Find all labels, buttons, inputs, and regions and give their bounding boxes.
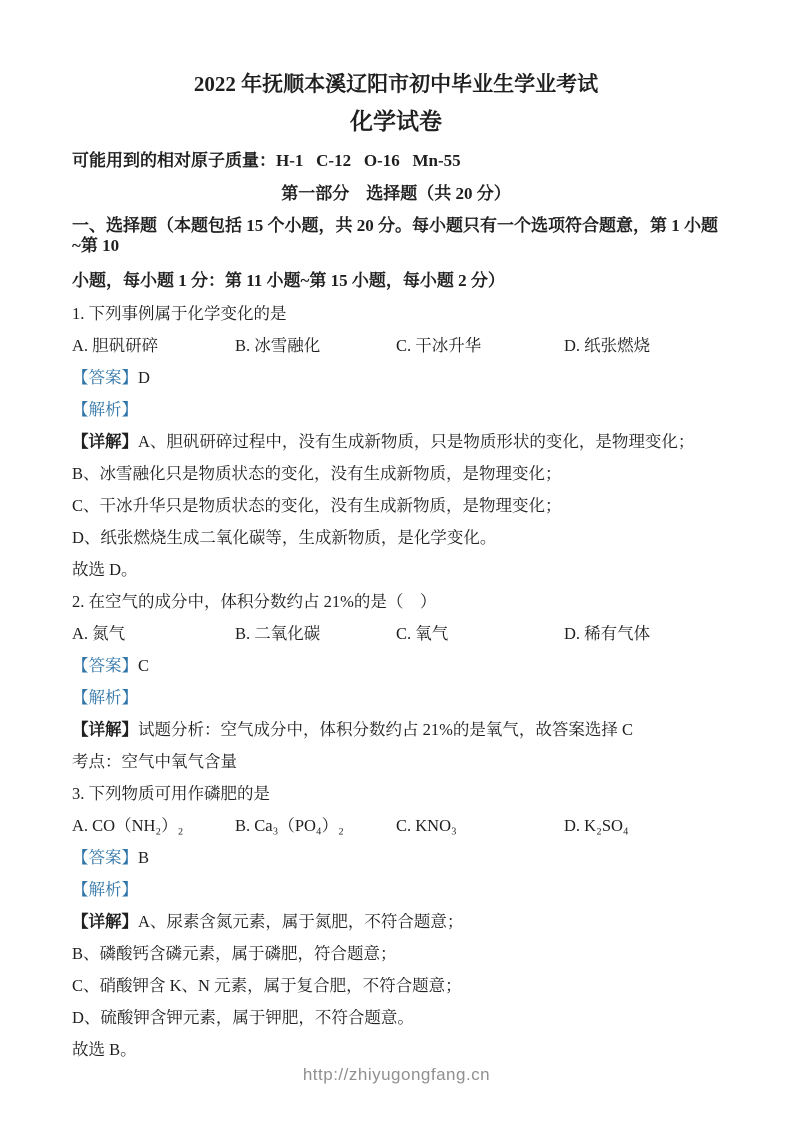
detail-text: 试题分析：空气成分中，体积分数约占 21%的是氧气，故答案选择 C — [138, 720, 633, 739]
question-block-3 — [72, 784, 720, 1060]
question-3-answer-line — [72, 848, 720, 868]
answer-label: 【答案】 — [72, 656, 138, 675]
question-1-text: 1. 下列事例属于化学变化的是 — [72, 304, 287, 323]
question-1-detail-line-3: C、干冰升华只是物质状态的变化，没有生成新物质，是物理变化； — [72, 496, 562, 515]
analysis-label: 【解析】 — [72, 688, 138, 707]
question-3-detail-line-2: B、磷酸钙含磷元素，属于磷肥，符合题意； — [72, 944, 397, 963]
question-3-option-a: A. CO（NH₂）₂ — [72, 816, 184, 835]
question-2-option-d: D. 稀有气体 — [564, 624, 651, 643]
question-2-options-row — [72, 624, 720, 644]
answer-label: 【答案】 — [72, 368, 138, 387]
analysis-label: 【解析】 — [72, 400, 138, 419]
question-1-conclusion: 故选 D。 — [72, 560, 138, 579]
question-3-conclusion: 故选 B。 — [72, 1040, 137, 1059]
question-3-text: 3. 下列物质可用作磷肥的是 — [72, 784, 270, 803]
question-1-detail-line-1 — [72, 432, 720, 452]
question-2-analysis-line — [72, 688, 720, 708]
question-3-option-c: C. KNO₃ — [396, 816, 457, 835]
answer-label: 【答案】 — [72, 848, 138, 867]
question-3-option-b: B. Ca₃（PO₄）₂ — [235, 816, 344, 835]
detail-label: 【详解】 — [72, 720, 138, 739]
question-2-detail-line-1 — [72, 720, 720, 740]
question-1-detail-line-4: D、纸张燃烧生成二氧化碳等，生成新物质，是化学变化。 — [72, 528, 497, 547]
question-2-text: 2. 在空气的成分中，体积分数约占 21%的是（ ） — [72, 592, 437, 611]
answer-value: B — [138, 848, 150, 867]
detail-text: A、胆矾研碎过程中，没有生成新物质，只是物质形状的变化，是物理变化； — [138, 432, 695, 451]
exam-title: 2022 年抚顺本溪辽阳市初中毕业生学业考试 — [193, 72, 599, 96]
question-3-detail-line-3: C、硝酸钾含 K、N 元素，属于复合肥，不符合题意； — [72, 976, 462, 995]
section-heading: 第一部分 选择题（共 20 分） — [281, 184, 511, 203]
question-1-option-b: B. 冰雪融化 — [235, 336, 321, 355]
question-2-option-b: B. 二氧化碳 — [235, 624, 321, 643]
question-2-answer-line — [72, 656, 720, 676]
answer-value: D — [138, 368, 150, 387]
watermark-text: http://zhiyugongfang.cn — [302, 1065, 491, 1084]
question-1-options-row — [72, 336, 720, 356]
question-1-option-a: A. 胆矾研碎 — [72, 336, 159, 355]
question-1-option-c: C. 干冰升华 — [396, 336, 482, 355]
question-2-exam-point: 考点：空气中氧气含量 — [72, 752, 237, 771]
question-1-answer-line — [72, 368, 720, 388]
analysis-label: 【解析】 — [72, 880, 138, 899]
detail-label: 【详解】 — [72, 912, 138, 931]
answer-value: C — [138, 656, 150, 675]
question-3-detail-line-1 — [72, 912, 720, 932]
atomic-masses-line: 可能用到的相对原子质量：H-1 C-12 O-16 Mn-55 — [72, 151, 461, 170]
question-1-detail-line-2: B、冰雪融化只是物质状态的变化，没有生成新物质，是物理变化； — [72, 464, 562, 483]
instructions-line-1: 一、选择题（本题包括 15 个小题，共 20 分。每小题只有一个选项符合题意，第 1 小题~第 10 — [72, 216, 718, 255]
question-3-analysis-line — [72, 880, 720, 900]
question-3-detail-line-4: D、硫酸钾含钾元素，属于钾肥，不符合题意。 — [72, 1008, 414, 1027]
question-2-option-c: C. 氧气 — [396, 624, 449, 643]
paper-subject-title: 化学试卷 — [350, 109, 442, 134]
instructions-line-2: 小题，每小题 1 分：第 11 小题~第 15 小题，每小题 2 分） — [72, 271, 505, 290]
question-3-options-row — [72, 816, 720, 836]
question-1-option-d: D. 纸张燃烧 — [564, 336, 651, 355]
question-3-option-d: D. K₂SO₄ — [564, 816, 629, 835]
question-1-analysis-line — [72, 400, 720, 420]
detail-label: 【详解】 — [72, 432, 138, 451]
question-block-2 — [72, 592, 720, 772]
detail-text: A、尿素含氮元素，属于氮肥，不符合题意； — [138, 912, 464, 931]
question-block-1 — [72, 304, 720, 580]
question-2-option-a: A. 氮气 — [72, 624, 126, 643]
